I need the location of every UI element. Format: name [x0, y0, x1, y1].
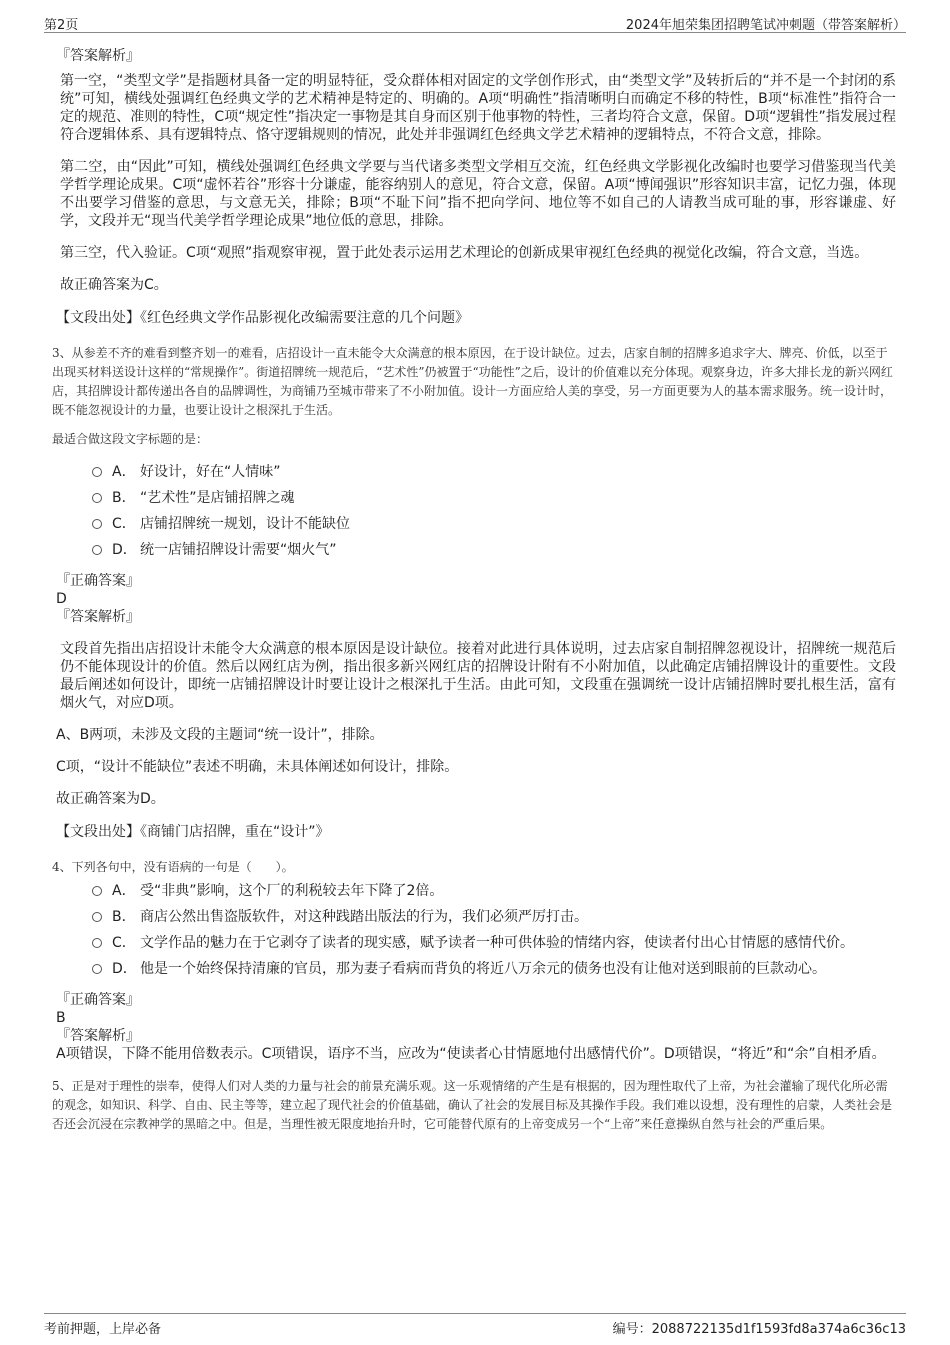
question-3-prompt: 最适合做这段文字标题的是：	[52, 432, 209, 446]
analysis-conclusion: 故正确答案为C。	[60, 277, 168, 293]
analysis-paragraph: C项，“设计不能缺位”表述不明确，未具体阐述如何设计，排除。	[56, 759, 459, 775]
analysis-paragraph: 第三空，代入验证。C项“观照”指观察审视，置于此处表示运用艺术理论的创新成果审视红色经典的视觉化改编，符合文意，当选。	[60, 245, 869, 261]
page-footer	[44, 1313, 906, 1336]
footer-slogan: 考前押题，上岸必备	[44, 1322, 162, 1337]
radio-icon[interactable]	[92, 467, 102, 477]
question-5-text: 5、正是对于理性的崇奉，使得人们对人类的力量与社会的前景充满乐观。这一乐观情绪的产生是有根据的，因为理性取代了上帝，为社会灌输了现代化所必需的观念，如知识、科学、自由、民主等等，建立起了现代社会的价值基础，确认了社会的发展目标及其操作手段。我们难以设想，没有理性的启蒙，人类社会是否还会沉浸在宗教神学的黑暗之中。但是，当理性被无限度地抬升时，它可能替代原有的上帝变成另一个“上帝”来任意操纵自然与社会的严重后果。	[52, 1079, 893, 1131]
analysis-paragraph: A、B两项，未涉及文段的主题词“统一设计”，排除。	[56, 727, 384, 743]
document-body	[52, 40, 896, 1144]
radio-icon[interactable]	[92, 545, 102, 555]
correct-answer-tag: 『正确答案』	[56, 573, 140, 589]
question-3-options	[92, 462, 896, 560]
correct-answer: B	[56, 1010, 66, 1026]
radio-icon[interactable]	[92, 886, 102, 896]
question-3-text: 3、从参差不齐的难看到整齐划一的难看，店招设计一直未能令大众满意的根本原因，在于设计缺位。过去，店家自制的招牌多追求字大、牌亮、价低，以至于出现买材料送设计这样的“常规操作”。街道招牌统一规范后，“艺术性”仍被置于“功能性”之后，设计的价值难以充分体现。观察身边，许多大排长龙的新兴网红店，其招牌设计都传递出各自的品牌调性，为商铺乃至城市带来了不小附加值。设计一方面应给人美的享受，另一方面更要为人的基本需求服务。统一设计时，既不能忽视设计的力量，也要让设计之根深扎于生活。	[52, 346, 893, 417]
document-title: 2024年旭荣集团招聘笔试冲刺题（带答案解析）	[625, 18, 906, 33]
analysis-paragraph: A项错误，下降不能用倍数表示。C项错误，语序不当，应改为“使读者心甘情愿地付出感情代价”。D项错误，“将近”和“余”自相矛盾。	[56, 1046, 886, 1062]
question-4-options	[92, 881, 896, 979]
radio-icon[interactable]	[92, 912, 102, 922]
source-citation: 【文段出处】《红色经典文学作品影视化改编需要注意的几个问题》	[56, 310, 469, 326]
analysis-tag: 『答案解析』	[56, 48, 140, 64]
analysis-tag: 『答案解析』	[56, 1028, 140, 1044]
option-b[interactable]: B． 商店公然出售盗版软件，对这种践踏出版法的行为，我们必须严厉打击。	[92, 907, 896, 927]
radio-icon[interactable]	[92, 938, 102, 948]
source-citation: 【文段出处】《商铺门店招牌，重在“设计”》	[56, 824, 330, 840]
option-a[interactable]: A． 受“非典”影响，这个厂的利税较去年下降了2倍。	[92, 881, 896, 901]
option-c[interactable]: C． 文学作品的魅力在于它剥夺了读者的现实感，赋予读者一种可供体验的情绪内容，使读者付出心甘情愿的感情代价。	[92, 933, 896, 953]
page-header	[44, 12, 906, 33]
analysis-paragraph: 第二空，由“因此”可知，横线处强调红色经典文学要与当代诸多类型文学相互交流，红色经典文学影视化改编时也要学习借鉴现当代美学哲学理论成果。C项“虚怀若谷”形容十分谦虚，能容纳别人的意见，符合文意，保留。A项“博闻强识”形容知识丰富，记忆力强，体现不出要学习借鉴的意思，与文意无关，排除；B项“不耻下问”指不把向学问、地位等不如自己的人请教当成可耻的事，形容谦虚、好学，文段并无“现当代美学哲学理论成果”地位低的意思，排除。	[60, 159, 896, 229]
analysis-paragraph: 第一空，“类型文学”是指题材具备一定的明显特征，受众群体相对固定的文学创作形式，由“类型文学”及转折后的“并不是一个封闭的系统”可知，横线处强调红色经典文学的艺术精神是特定的、明确的。A项“明确性”指清晰明白而确定不移的特性，B项“标准性”指符合一定的规范、准则的特性，C项“规定性”指决定一事物是其自身而区别于他事物的特性，三者均符合文意，保留。D项“逻辑性”指发展过程符合逻辑体系、具有逻辑特点、恪守逻辑规则的情况，此处并非强调红色经典文学艺术精神的逻辑特点，不符合文意，排除。	[60, 73, 896, 143]
radio-icon[interactable]	[92, 493, 102, 503]
document-id: 编号：2088722135d1f1593fd8a374a6c36c13	[612, 1322, 906, 1337]
correct-answer: D	[56, 591, 67, 607]
page-number: 第2页	[44, 18, 79, 33]
analysis-paragraph: 文段首先指出店招设计未能令大众满意的根本原因是设计缺位。接着对此进行具体说明，过去店家自制招牌忽视设计，招牌统一规范后仍不能体现设计的价值。然后以网红店为例，指出很多新兴网红店的招牌设计附有不小附加值，以此确定店铺招牌设计的重要性。文段最后阐述如何设计，即统一店铺招牌设计时要让设计之根深扎于生活。由此可知，文段重在强调统一设计店铺招牌时要扎根生活，富有烟火气，对应D项。	[60, 641, 896, 711]
option-b[interactable]: B． “艺术性”是店铺招牌之魂	[92, 488, 896, 508]
radio-icon[interactable]	[92, 519, 102, 529]
option-c[interactable]: C． 店铺招牌统一规划，设计不能缺位	[92, 514, 896, 534]
option-d[interactable]: D． 统一店铺招牌设计需要“烟火气”	[92, 540, 896, 560]
radio-icon[interactable]	[92, 964, 102, 974]
question-4-text: 4、下列各句中，没有语病的一句是（ ）。	[52, 860, 294, 874]
option-a[interactable]: A． 好设计，好在“人情味”	[92, 462, 896, 482]
analysis-conclusion: 故正确答案为D。	[56, 791, 165, 807]
analysis-tag: 『答案解析』	[56, 609, 140, 625]
option-d[interactable]: D． 他是一个始终保持清廉的官员，那为妻子看病而背负的将近八万余元的债务也没有让他对送到眼前的巨款动心。	[92, 959, 896, 979]
correct-answer-tag: 『正确答案』	[56, 992, 140, 1008]
